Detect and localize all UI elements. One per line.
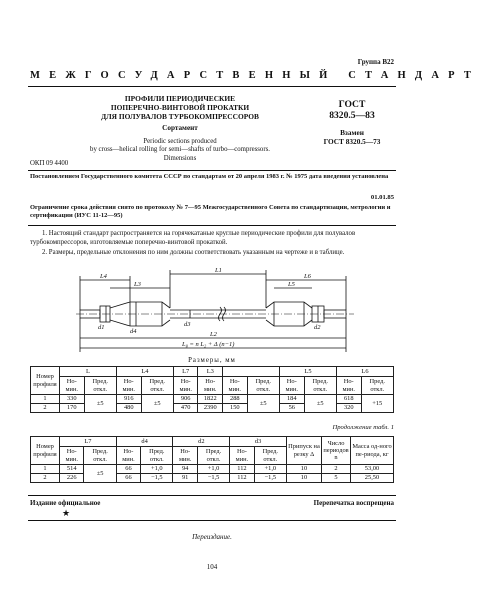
- nom-header: Но-мин.: [173, 377, 198, 395]
- nom-header: Но-мин.: [60, 377, 85, 395]
- col-group-d2: d2: [173, 437, 230, 447]
- col-profile: Номер профиля: [31, 437, 60, 465]
- col-group-d3: d3: [230, 437, 287, 447]
- resolution-text: Постановлением Государственного комитета СССР по стандартам от 20 апреля 1983 г. № 1975 дата введения установлена: [30, 173, 389, 180]
- col-group-l7: L7: [173, 367, 198, 377]
- dim-l4-label: L4: [100, 273, 107, 280]
- limitation-text: Ограничение срока действия снято по протоколу № 7—95 Межгосударственного Совета по стандартизации, метрологии и сертификации (ИУС 11-12—95): [30, 204, 391, 220]
- col-group-l6: L6: [336, 367, 393, 377]
- dim-d4-label: d4: [130, 328, 137, 335]
- okp-code: ОКП 09 4400: [30, 160, 69, 167]
- standard-banner: МЕЖГОСУДАРСТВЕННЫЙ СТАНДАРТ: [30, 70, 480, 81]
- dev-header: Пред. откл.: [84, 447, 116, 465]
- divider-lower: [28, 225, 396, 226]
- paragraph-2: 2. Размеры, предельные отклонения по ним должны соответствовать указанным на чертеже и в таблице.: [42, 249, 345, 256]
- nom-header: Но-мин.: [230, 447, 254, 465]
- official-edition: Издание официальное: [30, 499, 101, 507]
- dim-l2-label: L2: [210, 331, 217, 338]
- replaces-block: Взамен ГОСТ 8320.5—73: [323, 128, 381, 146]
- dev-header: Пред. откл.: [304, 377, 336, 395]
- col-mass: Масса од-ного пе-риода, кг: [351, 437, 394, 465]
- divider-footer: [28, 495, 396, 496]
- col-group-d4: d4: [116, 437, 173, 447]
- paragraph-1: 1. Настоящий стандарт распространяется на горячекатаные круглые периодические профили для полувалов турбокомпрессоров, изготовляемые поперечно-винтовой прокаткой.: [30, 230, 356, 246]
- col-periods: Число периодов n: [322, 437, 351, 465]
- dev-header: Пред. откл.: [84, 377, 116, 395]
- group-code: Группа В22: [357, 58, 394, 66]
- nom-header: Но-мин.: [280, 377, 305, 395]
- table-row: 2 226 66 −1,5 91 −1,5 112 −1,5 10 5 25,50: [31, 474, 394, 483]
- dim-d1-label: d1: [98, 324, 105, 331]
- nom-header: Но-мин.: [116, 447, 140, 465]
- divider-bottom: [28, 520, 396, 521]
- dim-d3-label: d3: [184, 321, 191, 328]
- table-row: 1 330 ±5 916 ±5 906 1822 288 ±5 184 ±5 618 +15: [31, 395, 394, 404]
- dev-header: Пред. откл.: [247, 377, 279, 395]
- nom-header: Но-мин.: [173, 447, 197, 465]
- dim-l3-label: L3: [134, 281, 141, 288]
- col-group-l: L: [60, 367, 117, 377]
- dev-header: Пред. откл.: [254, 447, 286, 465]
- col-group-l5: L5: [280, 367, 337, 377]
- col-group-l7: L7: [60, 437, 117, 447]
- table-row: 2 170 480 470 2390 150 56 320: [31, 404, 394, 413]
- subtitle-ru: Сортамент: [162, 124, 198, 132]
- dim-l1-label: L1: [215, 267, 222, 274]
- reprint-note: Переиздание.: [192, 533, 232, 541]
- dev-header: Пред. откл.: [197, 447, 229, 465]
- nom-header: Но-мин.: [198, 377, 223, 395]
- profile-drawing: [70, 266, 360, 354]
- col-group-l3b: [223, 367, 280, 377]
- nom-header: Но-мин.: [60, 447, 84, 465]
- dim-d2-label: d2: [314, 324, 321, 331]
- dimensions-table-2: [30, 436, 394, 483]
- title-ru: ПРОФИЛИ ПЕРИОДИЧЕСКИЕ ПОПЕРЕЧНО-ВИНТОВОЙ ПРОКАТКИ ДЛЯ ПОЛУВАЛОВ ТУРБОКОМПРЕССОРОВ: [101, 94, 259, 121]
- col-group-l4: L4: [116, 367, 173, 377]
- continuation-label: Продолжение табл. 1: [332, 424, 394, 431]
- gost-block: ГОСТ 8320.5—83: [329, 99, 375, 121]
- dim-l6-label: L6: [304, 273, 311, 280]
- col-group-l3: L3: [198, 367, 223, 377]
- table-caption: Размеры, мм: [188, 357, 236, 364]
- divider-mid: [28, 170, 396, 171]
- page-number: 104: [206, 563, 218, 571]
- divider-top: [28, 86, 396, 87]
- star-icon: ★: [62, 508, 71, 518]
- col-profile: Номер профиля: [31, 367, 60, 395]
- col-allowance: Припуск на резку Δ: [287, 437, 322, 465]
- intro-date: 01.01.85: [370, 194, 394, 201]
- dev-header: Пред. откл.: [361, 377, 394, 395]
- dev-header: Пред. откл.: [141, 377, 173, 395]
- nom-header: Но-мин.: [116, 377, 141, 395]
- nom-header: Но-мин.: [223, 377, 248, 395]
- dev-header: Пред. откл.: [141, 447, 173, 465]
- dimensions-table-1: [30, 366, 394, 413]
- nom-header: Но-мин.: [336, 377, 361, 395]
- reprint-forbidden: Перепечатка воспрещена: [313, 499, 394, 507]
- table-row: 1 514 ±5 66 +1,0 94 +1,0 112 +1,0 10 2 53,00: [31, 465, 394, 474]
- dim-l5-label: L5: [288, 281, 295, 288]
- dim-formula-label: L₈ = n L₂ + Δ (n−1): [182, 341, 235, 348]
- title-en: Periodic sections produced by cross—helical rolling for semi—shafts of turbo—compressors. Dimensions: [90, 138, 270, 162]
